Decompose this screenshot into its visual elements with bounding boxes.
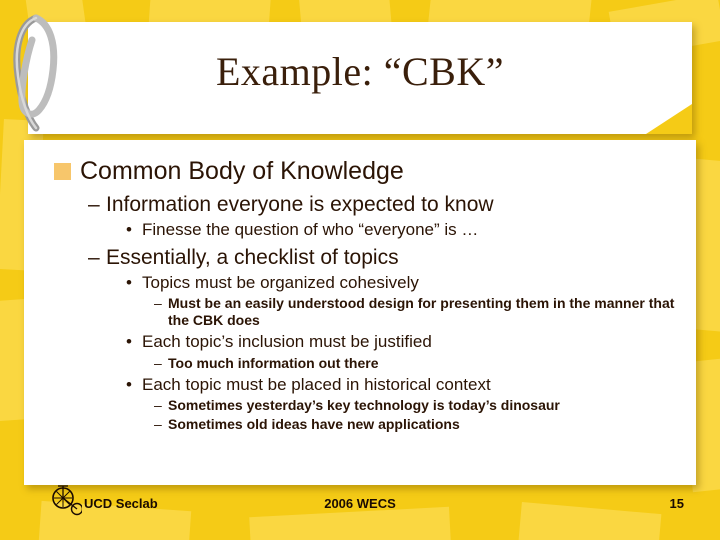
dash-bullet-icon: – xyxy=(154,354,162,371)
footer-center-text: 2006 WECS xyxy=(324,496,396,511)
body-card xyxy=(24,140,696,485)
list-item-label: Topics must be organized cohesively xyxy=(142,272,419,292)
list-item xyxy=(126,273,678,293)
dash-bullet-icon: – xyxy=(88,193,100,216)
dot-bullet-icon: • xyxy=(126,332,132,352)
outline-content xyxy=(54,154,678,435)
dot-bullet-icon: • xyxy=(126,272,132,292)
paperclip-icon xyxy=(6,14,70,134)
list-item xyxy=(126,375,678,395)
square-bullet-icon xyxy=(54,163,71,180)
dot-bullet-icon: • xyxy=(126,374,132,394)
list-item-label: Finesse the question of who “everyone” is … xyxy=(142,220,479,240)
footer-left-text: UCD Seclab xyxy=(84,496,158,511)
list-item xyxy=(154,397,678,414)
list-item-label: Too much information out there xyxy=(168,354,379,371)
page-title: Example: “CBK” xyxy=(215,49,505,94)
list-item-label: Essentially, a checklist of topics xyxy=(106,245,399,269)
dash-bullet-icon: – xyxy=(154,416,162,433)
list-item xyxy=(154,295,678,329)
slide-footer xyxy=(0,492,720,522)
page-number: 15 xyxy=(669,496,684,511)
dash-bullet-icon: – xyxy=(88,245,100,269)
list-item-label: Sometimes old ideas have new applications xyxy=(168,416,460,433)
dot-bullet-icon: • xyxy=(126,220,132,240)
dash-bullet-icon: – xyxy=(154,295,162,312)
list-item xyxy=(126,220,678,240)
list-item xyxy=(88,245,678,270)
list-item-label: Sometimes yesterday’s key technology is today’s dinosaur xyxy=(168,397,560,414)
list-item-label: Each topic’s inclusion must be justified xyxy=(142,332,432,352)
dash-bullet-icon: – xyxy=(154,397,162,414)
title-card xyxy=(28,22,692,134)
list-item-label: Information everyone is expected to know xyxy=(106,193,494,216)
list-item xyxy=(154,416,678,433)
list-item-label: Common Body of Knowledge xyxy=(80,157,404,185)
list-item xyxy=(88,192,678,217)
list-item xyxy=(126,332,678,352)
list-item-label: Each topic must be placed in historical context xyxy=(142,374,491,394)
list-item-label: Must be an easily understood design for presenting them in the manner that the CBK does xyxy=(168,295,675,329)
list-item xyxy=(154,355,678,372)
list-item xyxy=(54,156,678,186)
